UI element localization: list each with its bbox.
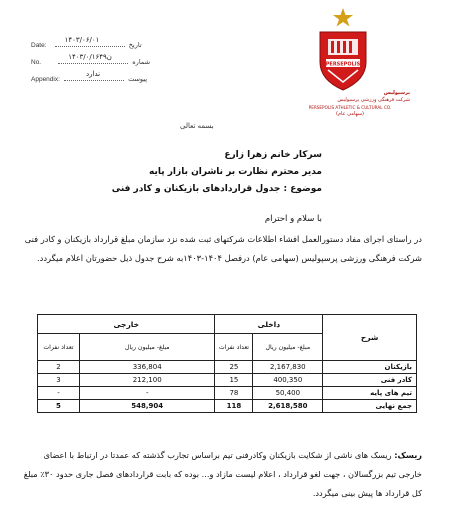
- foreign-amount: 212,100: [79, 374, 215, 387]
- number-field: [31, 53, 151, 66]
- number-label-en: No.: [31, 59, 42, 66]
- table-row: [38, 387, 417, 400]
- foreign-count: 2: [38, 361, 80, 374]
- org-line: شرکت فرهنگی ورزشی پرسپولیس: [337, 97, 410, 103]
- row-label: کادر فنی: [323, 374, 417, 387]
- appendix-label-fa: پیوست: [128, 75, 148, 83]
- table-header-row: [38, 315, 417, 334]
- org-block: [290, 90, 410, 118]
- logo-brand-text: PERSEPOLIS: [325, 61, 361, 68]
- org-type: (سهامی عام): [336, 111, 364, 117]
- appendix-value: ندارد: [86, 70, 101, 78]
- domestic-count: 78: [215, 387, 253, 400]
- number-value: ۱۴۰۳/۰/۱۶۴۹ن: [68, 53, 112, 61]
- table-row: [38, 374, 417, 387]
- table-total-row: [38, 400, 417, 413]
- subject-line: موضوع : جدول قراردادهای بازیکنان و کادر فنی: [111, 184, 322, 194]
- org-name-en: PERSEPOLIS ATHLETIC & CULTURAL CO.: [308, 105, 392, 110]
- addressee-position: مدیر محترم نظارت بر ناشران بازار پایه: [149, 167, 322, 177]
- domestic-amount: 50,400: [253, 387, 323, 400]
- domestic-count-header: تعداد نفرات: [215, 334, 253, 361]
- row-label: تیم های پایه: [323, 387, 417, 400]
- desc-header: شرح: [323, 315, 417, 361]
- greeting: با سلام و احترام: [264, 214, 322, 224]
- risk-paragraph: [22, 446, 422, 503]
- domestic-amount-header: مبلغ- میلیون ریال: [253, 334, 323, 361]
- foreign-count: 5: [38, 400, 80, 413]
- domestic-count: 25: [215, 361, 253, 374]
- date-label-en: Date:: [31, 42, 47, 49]
- domestic-amount: 2,618,580: [253, 400, 323, 413]
- risk-text: ریسک های ناشی از شکایت بازیکنان وکادرفنی تیم براساس تجارب گذشته که عمدتا در ارتباط با اعضای خارجی تیم بزرگسالان ، جهت لغو قرارداد ، اعلام لیست مازاد و... بوده که بابت قراردادهای فصل جاری حدود ۳۰٪ مبلغ کل قرارداد ها پیش بینی میگردد.: [23, 450, 422, 498]
- foreign-amount: 548,904: [79, 400, 215, 413]
- appendix-label-en: Appendix:: [31, 76, 60, 83]
- table-row: [38, 361, 417, 374]
- foreign-amount: -: [79, 387, 215, 400]
- contracts-table: [37, 314, 417, 413]
- date-field: [31, 36, 142, 49]
- date-label-fa: تاریخ: [128, 41, 142, 49]
- appendix-field: [31, 70, 148, 83]
- domestic-amount: 2,167,830: [253, 361, 323, 374]
- date-value: ۱۴۰۳/۰۶/۰۱: [64, 36, 100, 44]
- domestic-amount: 400,350: [253, 374, 323, 387]
- foreign-count-header: تعداد نفرات: [38, 334, 80, 361]
- body-paragraph: در راستای اجرای مفاد دستورالعمل افشاء اطلاعات شرکتهای ثبت شده نزد سازمان مبلغ قرارداد بازیکنان و کادر فنی شرکت فرهنگی ورزشی پرسپولیس (سهامی عام) درفصل ۱۴۰۴-۱۴۰۳به شرح جدول ذیل حضورتان اعلام میگردد.: [24, 234, 422, 263]
- number-label-fa: شماره: [132, 58, 151, 66]
- row-label: جمع نهایی: [323, 400, 417, 413]
- bismillah: بسمه تعالی: [180, 122, 214, 130]
- persepolis-logo-icon: [306, 6, 380, 92]
- foreign-count: -: [38, 387, 80, 400]
- row-label: بازیکنان: [323, 361, 417, 374]
- foreign-header: خارجی: [38, 315, 215, 334]
- addressee: سرکار خانم زهرا زارع: [224, 150, 322, 160]
- foreign-count: 3: [38, 374, 80, 387]
- domestic-header: داخلی: [215, 315, 323, 334]
- foreign-amount-header: مبلغ- میلیون ریال: [79, 334, 215, 361]
- domestic-count: 15: [215, 374, 253, 387]
- risk-label: ریسک:: [394, 450, 422, 460]
- foreign-amount: 336,804: [79, 361, 215, 374]
- domestic-count: 118: [215, 400, 253, 413]
- org-name: پرسپولیس: [383, 90, 410, 96]
